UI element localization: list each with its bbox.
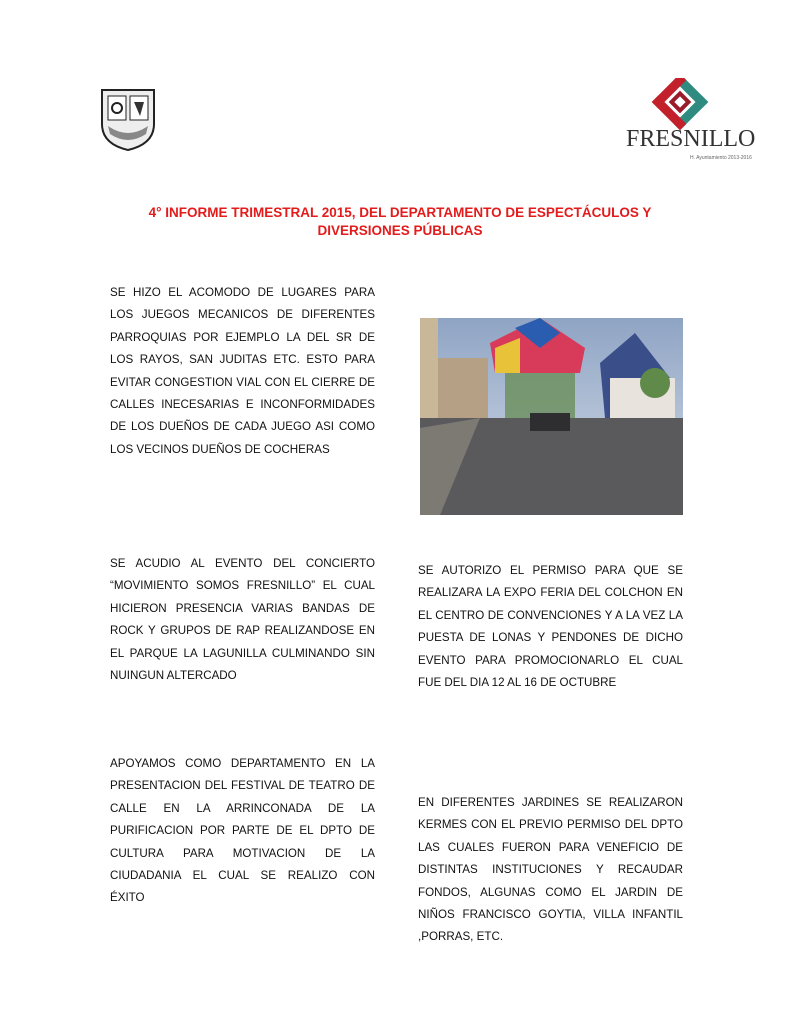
title-line: DIVERSIONES PÚBLICAS — [317, 223, 483, 238]
paragraph-line: APOYAMOS COMO DEPARTAMENTO EN LA — [110, 757, 375, 770]
paragraph-line: ,PORRAS, ETC. — [418, 930, 504, 944]
paragraph-expo-feria — [418, 560, 683, 694]
title-line: 4° INFORME TRIMESTRAL 2015, DEL DEPARTAMENTO DE ESPECTÁCULOS Y — [148, 205, 652, 220]
paragraph-line: NIÑOS FRANCISCO GOYTIA, VILLA INFANTIL — [418, 908, 683, 922]
paragraph-juegos-mecanicos — [110, 282, 375, 461]
paragraph-line: NUINGUN ALTERCADO — [110, 669, 237, 683]
paragraph-line: ÉXITO — [110, 891, 145, 905]
paragraph-line: SE ACUDIO AL EVENTO DEL CONCIERTO — [110, 557, 375, 570]
paragraph-line: LOS JUEGOS MECANICOS DE DIFERENTES — [110, 308, 375, 322]
paragraph-line: FONDOS, ALGUNAS COMO EL JARDIN DE — [418, 885, 683, 899]
paragraph-line: SE HIZO EL ACOMODO DE LUGARES PARA — [110, 286, 375, 299]
paragraph-line: EN DIFERENTES JARDINES SE REALIZARON — [418, 796, 683, 809]
paragraph-concierto — [110, 553, 375, 687]
paragraph-festival-teatro — [110, 753, 375, 910]
paragraph-line: “MOVIMIENTO SOMOS FRESNILLO” EL CUAL — [110, 579, 375, 593]
paragraph-line: PURIFICACION POR PARTE DE EL DPTO DE — [110, 824, 375, 838]
municipal-seal-logo — [96, 86, 160, 152]
paragraph-line: LAS CUALES FUERON PARA VENEFICIO DE — [418, 840, 683, 854]
paragraph-line: EL CENTRO DE CONVENCIONES Y A LA VEZ LA — [418, 608, 683, 622]
paragraph-line: DE LOS DUEÑOS DE CADA JUEGO ASI COMO — [110, 420, 375, 434]
logo-wordmark: FRESNILLO — [626, 126, 756, 152]
paragraph-line: CALLES INECESARIAS E INCONFORMIDADES — [110, 398, 375, 412]
paragraph-line: SE AUTORIZO EL PERMISO PARA QUE SE — [418, 564, 683, 577]
street-event-photo — [420, 318, 683, 515]
report-title — [100, 204, 700, 240]
paragraph-line: FUE DEL DIA 12 AL 16 DE OCTUBRE — [418, 676, 617, 690]
paragraph-line: EVENTO PARA PROMOCIONARLO EL CUAL — [418, 653, 683, 667]
paragraph-line: PUESTA DE LONAS Y PENDONES DE DICHO — [418, 631, 683, 645]
paragraph-line: REALIZARA LA EXPO FERIA DEL COLCHON EN — [418, 586, 683, 600]
paragraph-kermes — [418, 792, 683, 949]
paragraph-line: CALLE EN LA ARRINCONADA DE LA — [110, 801, 375, 815]
paragraph-line: LOS VECINOS DUEÑOS DE COCHERAS — [110, 442, 330, 456]
logo-subtitle: H. Ayuntamiento 2013-2016 — [690, 155, 752, 161]
paragraph-line: KERMES CON EL PREVIO PERMISO DEL DPTO — [418, 818, 683, 832]
paragraph-line: ROCK Y GRUPOS DE RAP REALIZANDOSE EN — [110, 624, 375, 638]
paragraph-line: EVITAR CONGESTION VIAL CON EL CIERRE DE — [110, 375, 375, 389]
paragraph-line: LOS RAYOS, SAN JUDITAS ETC. ESTO PARA — [110, 353, 375, 367]
paragraph-line: PRESENTACION DEL FESTIVAL DE TEATRO DE — [110, 779, 375, 793]
paragraph-line: EL PARQUE LA LAGUNILLA CULMINANDO SIN — [110, 646, 375, 660]
paragraph-line: HICIERON PRESENCIA VARIAS BANDAS DE — [110, 601, 375, 615]
paragraph-line: DISTINTAS INSTITUCIONES Y RECAUDAR — [418, 863, 683, 877]
paragraph-line: PARROQUIAS POR EJEMPLO LA DEL SR DE — [110, 330, 375, 344]
paragraph-line: CIUDADANIA EL CUAL SE REALIZO CON — [110, 869, 375, 883]
paragraph-line: CULTURA PARA MOTIVACION DE LA — [110, 846, 375, 860]
